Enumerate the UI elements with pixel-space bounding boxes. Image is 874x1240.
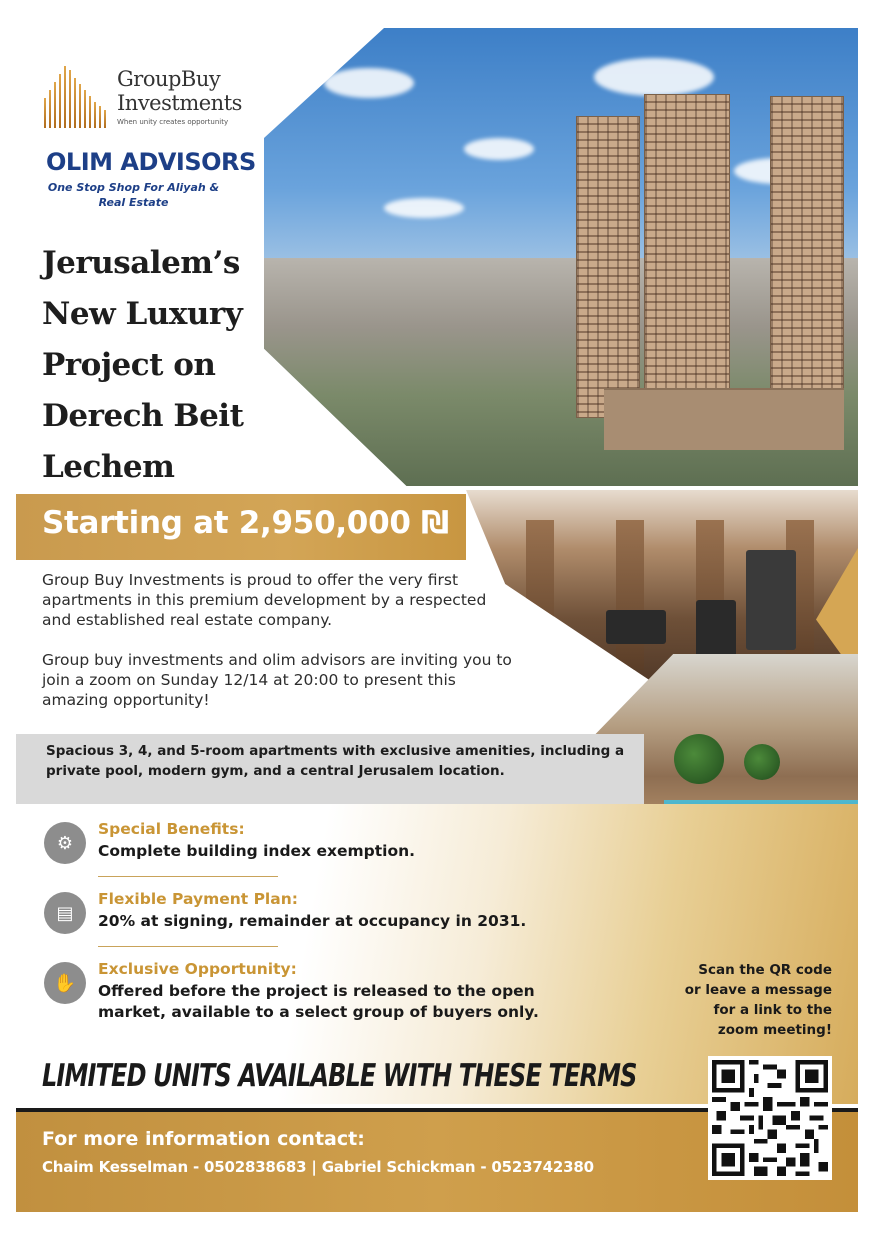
groupbuy-name-2: Investments	[117, 91, 242, 115]
price-text: Starting at 2,950,000 ₪	[42, 505, 449, 541]
limited-units-heading: LIMITED UNITS AVAILABLE WITH THESE TERMS	[42, 1058, 637, 1094]
hero-city-image	[264, 28, 858, 486]
qr-code[interactable]	[708, 1056, 832, 1180]
groupbuy-name: GroupBuy	[117, 67, 221, 91]
building-bars-icon	[42, 64, 112, 128]
olim-tagline: One Stop Shop For Aliyah & Real Estate	[47, 181, 220, 209]
olim-advisors-logo	[46, 148, 256, 210]
features-text: Spacious 3, 4, and 5-room apartments with exclusive amenities, including a private pool, modern gym, and a central Jerusalem location.	[46, 743, 625, 779]
hand-coins-icon: ⚙	[44, 822, 86, 864]
benefit-title: Exclusive Opportunity:	[98, 960, 297, 978]
hand-offer-icon: ✋	[44, 962, 86, 1004]
document-plan-icon: ▤	[44, 892, 86, 934]
intro-paragraph-1: Group Buy Investments is proud to offer the very first apartments in this premium development by a respected and established real estate company.	[42, 571, 487, 629]
groupbuy-logo	[42, 60, 252, 136]
contact-heading: For more information contact:	[42, 1128, 365, 1150]
contact-line: Chaim Kesselman - 0502838683 | Gabriel Schickman - 0523742380	[42, 1158, 594, 1176]
olim-name: OLIM ADVISORS	[46, 148, 256, 176]
benefit-text: Complete building index exemption.	[98, 842, 416, 860]
benefit-text: 20% at signing, remainder at occupancy in 2031.	[98, 912, 527, 930]
flyer	[16, 28, 858, 1212]
intro-text	[42, 570, 512, 730]
benefit-title: Special Benefits:	[98, 820, 245, 838]
benefit-title: Flexible Payment Plan:	[98, 890, 298, 908]
page-title: Jerusalem’s New Luxury Project on Derech Beit Lechem	[42, 245, 244, 485]
scan-qr-text: Scan the QR code or leave a message for a link to the zoom meeting!	[684, 962, 832, 1038]
benefit-text: Offered before the project is released to the open market, available to a select group of buyers only.	[98, 982, 539, 1021]
intro-paragraph-2: Group buy investments and olim advisors are inviting you to join a zoom on Sunday 12/14 at 20:00 to present this amazing opportunity!	[42, 651, 512, 709]
groupbuy-tagline: When unity creates opportunity	[117, 118, 229, 126]
